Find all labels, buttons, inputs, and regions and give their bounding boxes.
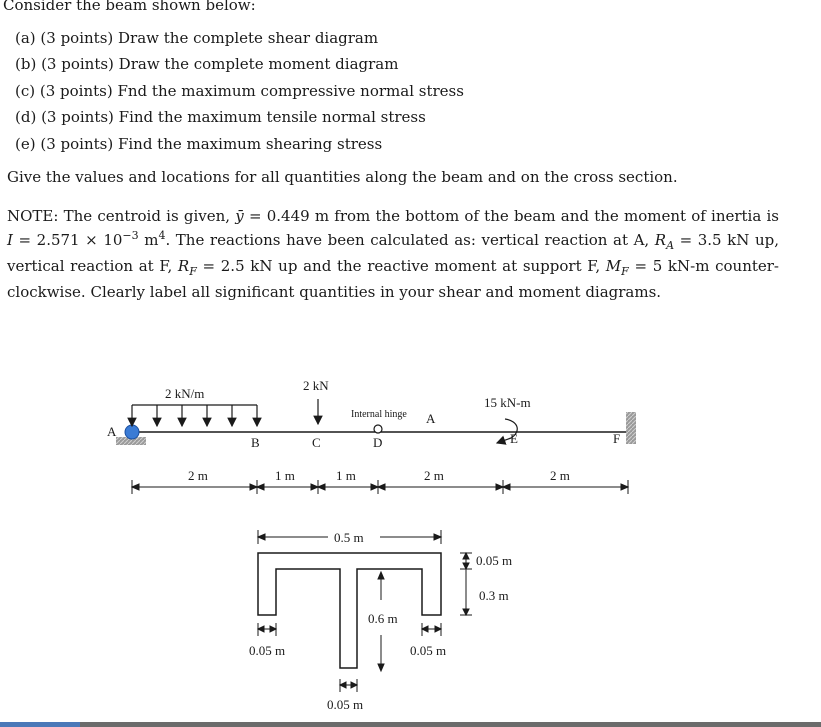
inertia-exponent: −3: [122, 229, 139, 242]
ra-value: = 3.5 kN up, vertical reaction at F,: [7, 231, 779, 275]
label-e: E: [510, 431, 518, 446]
rf-symbol: R: [177, 257, 190, 275]
span-label-cd: 1 m: [336, 468, 356, 483]
web-thickness-dimension: [340, 679, 357, 692]
ybar-value: = 0.449 m from the bottom of the beam and the moment of inertia is: [243, 207, 779, 225]
dist-load-label: 2 kN/m: [165, 386, 205, 401]
part-e: (e) (3 points) Find the maximum shearing stress: [15, 135, 383, 153]
label-c: C: [312, 435, 321, 450]
mf-value: = 5 kN-m counter-clockwise. Clearly label all significant quantities in your shear and moment diagrams.: [7, 257, 779, 301]
rf-value: = 2.5 kN up and the reactive moment at support F,: [196, 257, 606, 275]
note-lead: NOTE: The centroid is given,: [7, 207, 236, 225]
note-mid: . The reactions have been calculated as: vertical reaction at A,: [165, 231, 655, 249]
mf-symbol: M: [605, 257, 622, 275]
label-b: B: [251, 435, 260, 450]
distributed-load: [132, 405, 257, 426]
part-c: (c) (3 points) Fnd the maximum compressive normal stress: [15, 82, 464, 100]
intro-text: Consider the beam shown below:: [3, 0, 256, 14]
pin-support-icon: [125, 425, 139, 439]
inertia-unit: m: [138, 231, 159, 249]
right-leg-label: 0.05 m: [410, 643, 447, 658]
left-leg-label: 0.05 m: [249, 643, 286, 658]
inertia-value: = 2.571 × 10: [12, 231, 123, 249]
give-values-text: Give the values and locations for all quantities along the beam and on the cross section.: [7, 168, 678, 186]
bottom-scrollbar[interactable]: [0, 722, 821, 727]
web-thickness-label: 0.05 m: [327, 697, 364, 712]
label-a: A: [107, 424, 117, 439]
span-label-de: 2 m: [424, 468, 444, 483]
width-label: 0.5 m: [334, 530, 364, 545]
ybar-symbol: ȳ: [235, 207, 244, 225]
flange-thickness-dimension: [460, 553, 472, 569]
flange-thickness-label: 0.05 m: [476, 553, 513, 568]
mf-subscript: F: [621, 265, 629, 278]
inertia-symbol: I: [7, 231, 13, 249]
part-b: (b) (3 points) Draw the complete moment diagram: [15, 55, 399, 73]
hinge-label: Internal hinge: [351, 409, 407, 420]
leg-depth-dimension: [460, 569, 472, 615]
web-height-label: 0.6 m: [368, 611, 398, 626]
left-leg-dimension: [258, 623, 276, 636]
inertia-unit-exponent: 4: [158, 229, 166, 242]
rf-subscript: F: [189, 265, 197, 278]
leg-depth-label: 0.3 m: [479, 588, 509, 603]
label-f: F: [613, 431, 621, 446]
fixed-support-f: [626, 412, 636, 444]
ra-subscript: A: [666, 239, 675, 252]
point-load-label: 2 kN: [303, 378, 329, 393]
span-label-ef: 2 m: [550, 468, 570, 483]
part-a: (a) (3 points) Draw the complete shear diagram: [15, 29, 379, 47]
support-a: [116, 425, 146, 445]
right-leg-dimension: [422, 623, 441, 636]
part-d: (d) (3 points) Find the maximum tensile normal stress: [15, 108, 426, 126]
span-label-ab: 2 m: [188, 468, 208, 483]
moment-label: 15 kN-m: [484, 395, 531, 410]
internal-hinge-icon: [374, 425, 382, 433]
label-d: D: [373, 435, 383, 450]
ra-symbol: R: [654, 231, 667, 249]
bottom-scrollbar-thumb[interactable]: [0, 722, 80, 727]
span-label-bc: 1 m: [275, 468, 295, 483]
label-a-second: A: [426, 411, 436, 426]
